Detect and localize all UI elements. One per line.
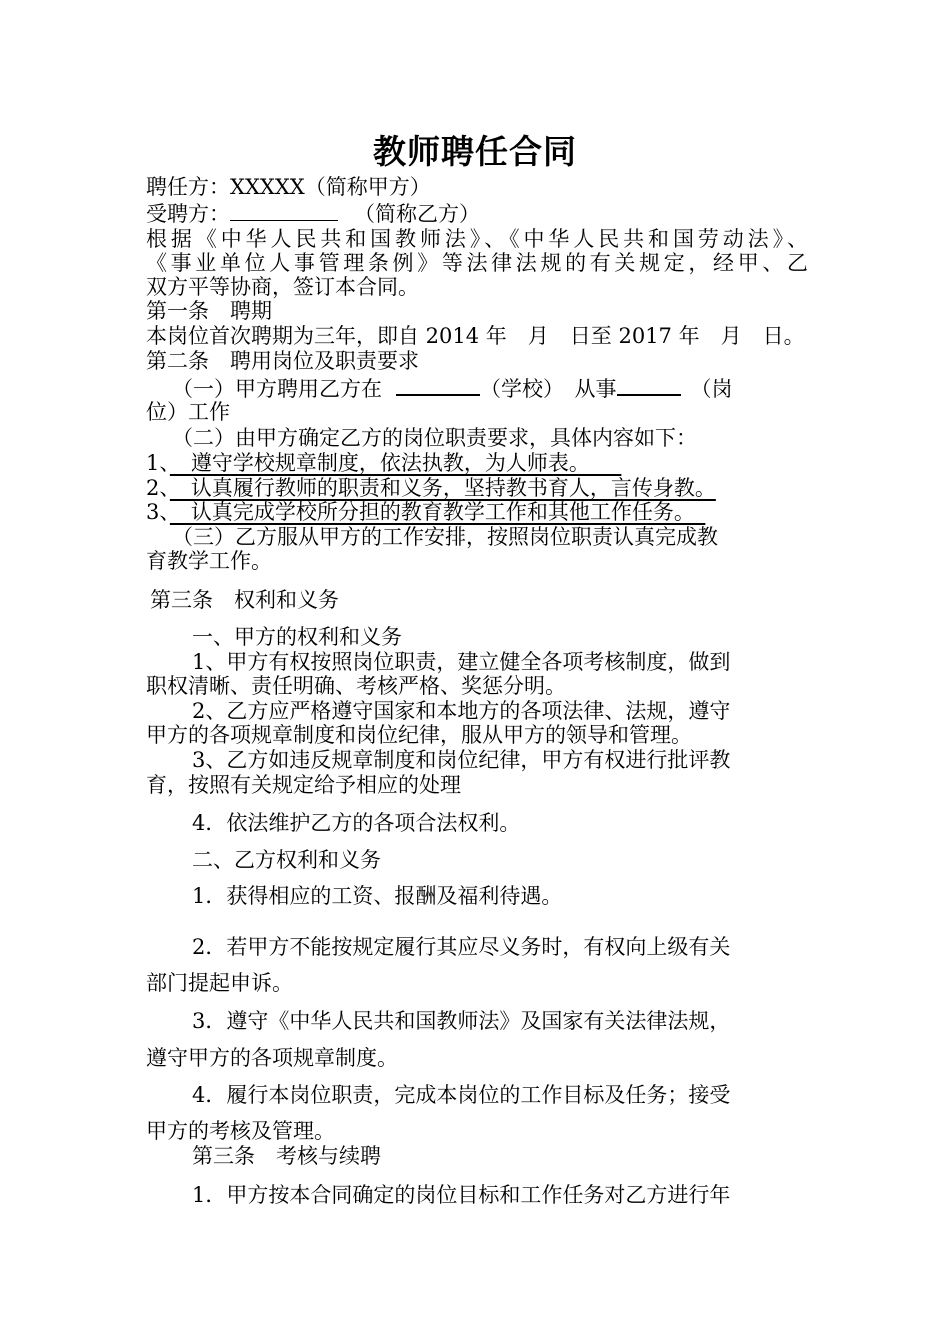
employee-suffix: （简称乙方） [354,202,480,226]
b2-line-2: 部门提起申诉。 [146,971,293,995]
a1-line-2: 职权清晰、责任明确、考核严格、奖惩分明。 [146,674,566,698]
b3-line-2: 遵守甲方的各项规章制度。 [146,1046,398,1070]
basis-line-3: 双方平等协商，签订本合同。 [146,275,419,299]
basis-line-2: 《事业单位人事管理条例》等法律法规的有关规定，经甲、乙 [146,251,808,275]
school-blank [396,374,480,396]
a2-line-1: 2、乙方应严格遵守国家和本地方的各项法律、法规，遵守 [192,699,731,723]
b4-line-2: 甲方的考核及管理。 [146,1119,335,1143]
c1-line-1: 1．甲方按本合同确定的岗位目标和工作任务对乙方进行年 [192,1183,731,1207]
duty-1-number: 1、 [146,451,170,475]
b3-line-1: 3．遵守《中华人民共和国教师法》及国家有关法律法规， [192,1009,731,1033]
item-1-prefix: （一）甲方聘用乙方在 [172,377,382,401]
employee-label: 受聘方： [146,202,230,226]
employer-line: 聘任方：XXXXX（简称甲方） [146,175,431,199]
article-2-item-1 [172,374,733,402]
article-4-title: 第三条 考核与续聘 [192,1144,381,1168]
duty-1-text: 遵守学校规章制度，依法执教，为人师表。 [169,451,622,475]
duty-3-text: 认真完成学校所分担的教育教学工作和其他工作任务。 [169,500,706,524]
a2-line-2: 甲方的各项规章制度和岗位纪律，服从甲方的领导和管理。 [146,723,692,747]
a3-line-1: 3、乙方如违反规章制度和岗位纪律，甲方有权进行批评教 [192,748,731,772]
employee-line [146,200,480,227]
duty-3-number: 3、 [146,500,170,524]
article-2-item-3-cont: 育教学工作。 [146,549,272,573]
party-b-title: 二、乙方权利和义务 [192,848,381,872]
job-blank [617,374,681,396]
duty-2 [146,475,716,501]
party-a-title: 一、甲方的权利和义务 [192,625,402,649]
article-2-title: 第二条 聘用岗位及职责要求 [146,349,419,373]
employee-name-blank [230,200,338,221]
duty-1 [146,450,621,476]
duty-2-number: 2、 [146,476,170,500]
article-2-item-2: （二）由甲方确定乙方的岗位职责要求，具体内容如下： [172,426,697,450]
b4-line-1: 4．履行本岗位职责，完成本岗位的工作目标及任务；接受 [192,1083,731,1107]
duty-2-text: 认真履行教师的职责和义务，坚持教书育人，言传身教。 [169,476,716,500]
item-1-middle: （学校） 从事 [480,377,617,401]
article-2-item-3: （三）乙方服从甲方的工作安排，按照岗位职责认真完成教 [172,525,718,549]
b2-line-1: 2．若甲方不能按规定履行其应尽义务时，有权向上级有关 [192,935,731,959]
page-title: 教师聘任合同 [373,132,577,171]
a3-line-2: 育，按照有关规定给予相应的处理 [146,773,461,797]
a1-line-1: 1、甲方有权按照岗位职责，建立健全各项考核制度，做到 [192,650,731,674]
item-1-suffix: （岗 [690,377,733,401]
basis-line-1: 根据《中华人民共和国教师法》、《中华人民共和国劳动法》、 [146,227,808,251]
duty-3 [146,499,705,525]
article-1-title: 第一条 聘期 [146,299,272,323]
article-2-item-1-cont: 位）工作 [146,400,230,424]
article-3-title: 第三条 权利和义务 [150,588,339,612]
article-1-text: 本岗位首次聘期为三年，即自 2014 年 月 日至 2017 年 月 日。 [146,324,805,348]
a4: 4．依法维护乙方的各项合法权利。 [192,811,521,835]
b1: 1．获得相应的工资、报酬及福利待遇。 [192,884,563,908]
